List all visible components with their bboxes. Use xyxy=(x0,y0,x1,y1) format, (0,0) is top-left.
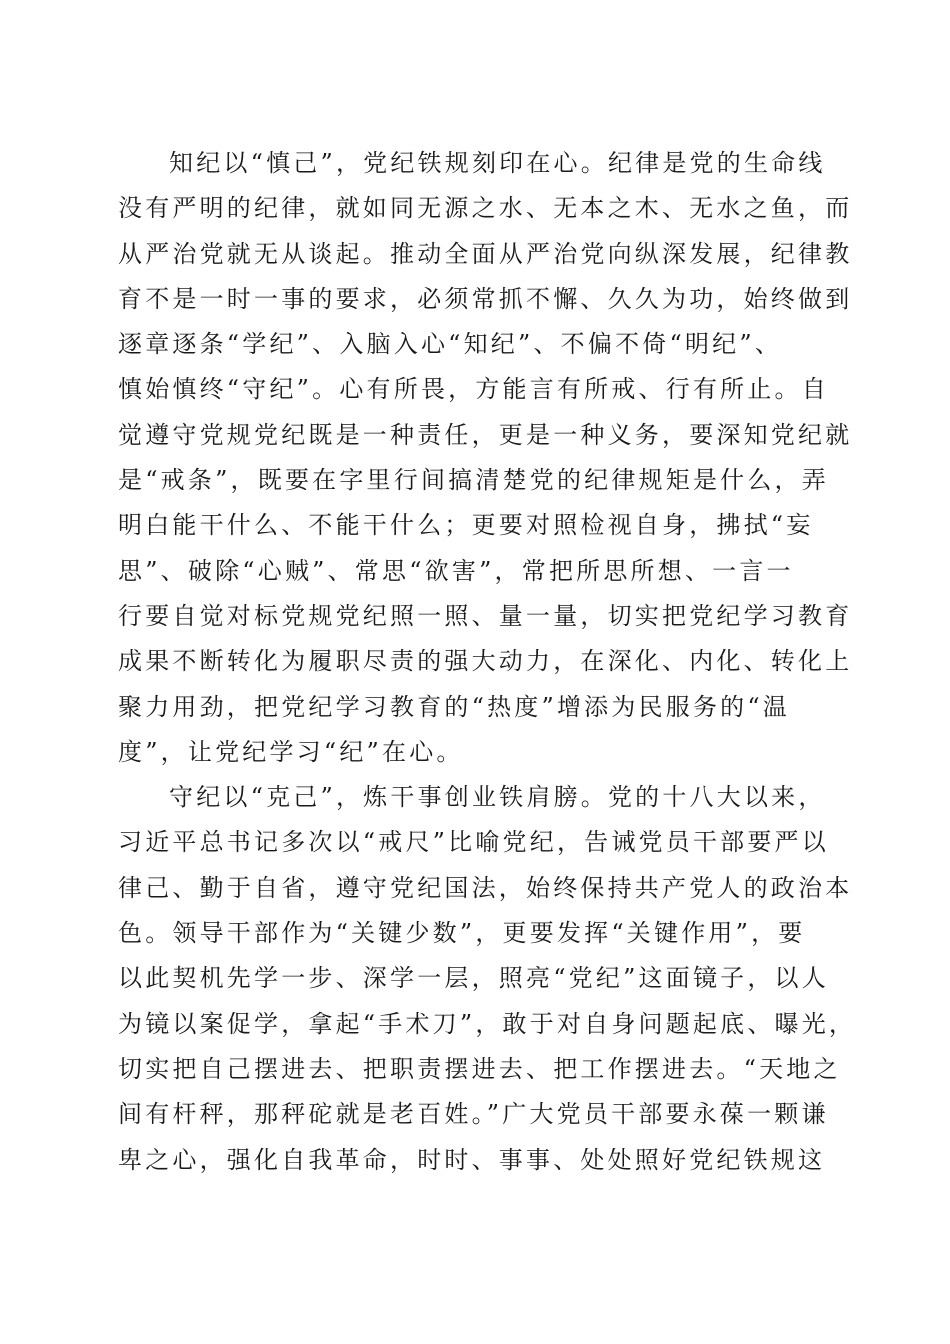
text-line: 间有杆秤，那秤砣就是老百姓。”广大党员干部要永葆一颗谦 xyxy=(118,1100,829,1129)
text-line: 思”、破除“心贼”、常思“欲害”，常把所思所想、一言一 xyxy=(118,556,794,585)
text-line: 是“戒条”，既要在字里行间搞清楚党的纪律规矩是什么，弄 xyxy=(118,466,829,495)
text-line: 律己、勤于自省，遵守党纪国法，始终保持共产党人的政治本 xyxy=(118,873,853,902)
text-line: 慎始慎终“守纪”。心有所畏，方能言有所戒、行有所止。自 xyxy=(118,375,829,404)
text-line: 卑之心，强化自我革命，时时、事事、处处照好党纪铁规这 xyxy=(118,1145,826,1174)
text-line: 成果不断转化为履职尽责的强大动力，在深化、内化、转化上 xyxy=(118,647,853,676)
text-line: 度”，让党纪学习“纪”在心。 xyxy=(118,737,464,766)
text-line: 从严治党就无从谈起。推动全面从严治党向纵深发展，纪律教 xyxy=(118,239,853,268)
paragraph-1 xyxy=(118,141,853,775)
text-line: 逐章逐条“学纪”、入脑入心“知纪”、不偏不倚“明纪”、 xyxy=(118,330,783,359)
document-body xyxy=(118,141,857,1183)
text-line: 为镜以案促学，拿起“手术刀”，敢于对自身问题起底、曝光， xyxy=(118,1009,857,1038)
paragraph-2 xyxy=(118,775,857,1183)
text-line: 色。领导干部作为“关键少数”，更要发挥“关键作用”，要 xyxy=(118,919,806,948)
text-line: 没有严明的纪律，就如同无源之水、无本之木、无水之鱼，而 xyxy=(118,194,853,223)
text-line: 守纪以“克己”，炼干事创业铁肩膀。党的十八大以来， xyxy=(169,783,826,812)
text-line: 切实把自己摆进去、把职责摆进去、把工作摆进去。“天地之 xyxy=(118,1054,841,1083)
text-line: 育不是一时一事的要求，必须常抓不懈、久久为功，始终做到 xyxy=(118,284,853,313)
text-line: 行要自觉对标党规党纪照一照、量一量，切实把党纪学习教育 xyxy=(118,601,853,630)
text-line: 习近平总书记多次以“戒尺”比喻党纪，告诫党员干部要严以 xyxy=(118,828,829,857)
text-line: 以此契机先学一步、深学一层，照亮“党纪”这面镜子，以人 xyxy=(118,964,829,993)
text-line: 觉遵守党规党纪既是一种责任，更是一种义务，要深知党纪就 xyxy=(118,420,853,449)
text-line: 知纪以“慎己”，党纪铁规刻印在心。纪律是党的生命线 xyxy=(169,149,826,177)
text-line: 明白能干什么、不能干什么；更要对照检视自身，拂拭“妄 xyxy=(118,511,814,540)
text-line: 聚力用劲，把党纪学习教育的“热度”增添为民服务的“温 xyxy=(118,692,791,721)
